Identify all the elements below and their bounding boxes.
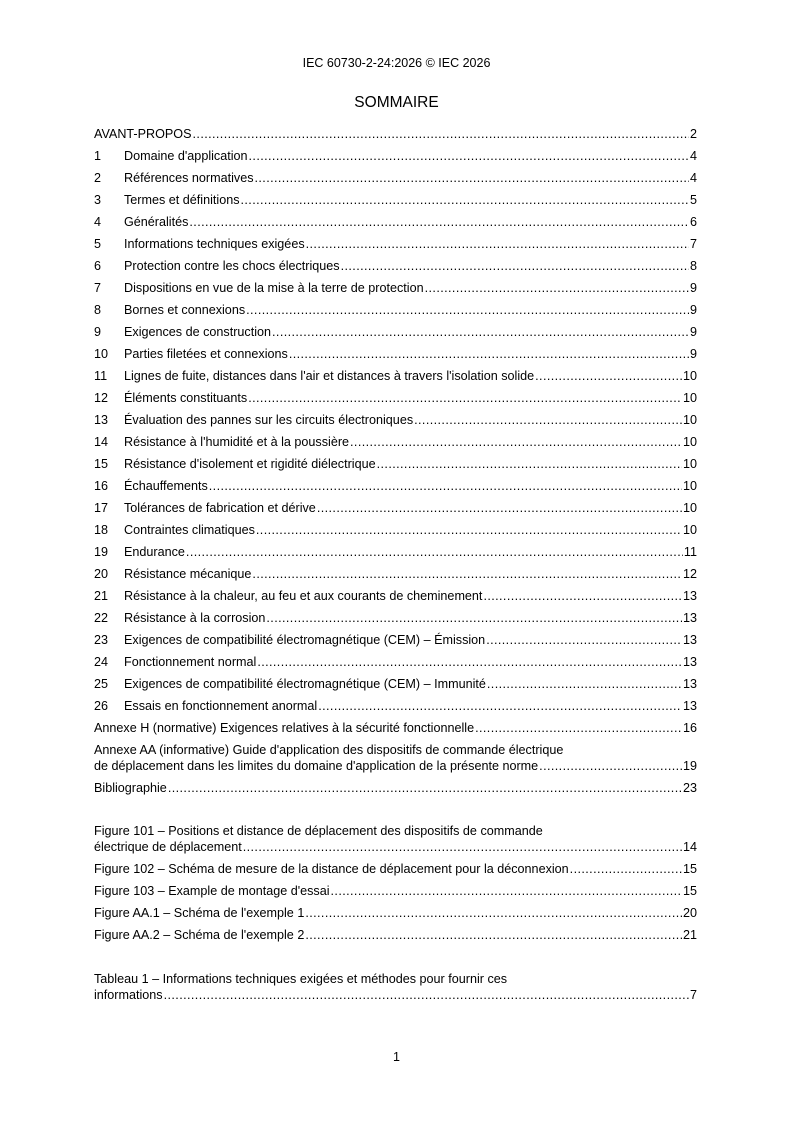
toc-entry-label: Domaine d'application	[124, 149, 248, 163]
figure-entry[interactable]	[94, 927, 697, 949]
list-of-tables	[94, 971, 697, 1009]
dot-leader	[483, 588, 682, 604]
toc-entry-number: 23	[94, 633, 109, 647]
figure-entry[interactable]	[94, 883, 697, 905]
toc-entry[interactable]	[94, 632, 697, 654]
toc-entry-page: 10	[682, 435, 697, 449]
toc-entry-page: 6	[689, 215, 697, 229]
table-entry-label-line2: informations	[94, 988, 163, 1002]
toc-entry-number: 26	[94, 699, 109, 713]
toc-entry-number: 6	[94, 259, 102, 273]
toc-entry-page: 11	[683, 545, 697, 559]
toc-entry[interactable]	[94, 412, 697, 434]
dot-leader	[266, 610, 682, 626]
toc-entry-label-line1: Annexe AA (informative) Guide d'application des dispositifs de commande électrique	[94, 743, 564, 757]
toc-entry-label: Éléments constituants	[124, 391, 248, 405]
toc-entry-number: 2	[94, 171, 102, 185]
dot-leader	[305, 927, 682, 943]
toc-entry-number: 16	[94, 479, 109, 493]
toc-entry-page: 10	[682, 391, 697, 405]
dot-leader	[252, 566, 682, 582]
figure-entry-page: 21	[682, 928, 697, 942]
page-number: 1	[393, 1050, 400, 1064]
dot-leader	[377, 456, 682, 472]
toc-entry-number: 15	[94, 457, 109, 471]
toc-entry-page: 10	[682, 457, 697, 471]
toc-entry-number: 19	[94, 545, 109, 559]
list-of-figures	[94, 823, 697, 949]
toc-entry-number: 4	[94, 215, 102, 229]
dot-leader	[487, 676, 682, 692]
toc-entry-page: 19	[682, 759, 697, 773]
dot-leader	[243, 839, 682, 855]
dot-leader	[331, 883, 682, 899]
toc-entry-label: Essais en fonctionnement anormal	[124, 699, 318, 713]
toc-entry[interactable]	[94, 610, 697, 632]
toc-entry-page: 13	[682, 589, 697, 603]
toc-entry-number: 22	[94, 611, 109, 625]
toc-entry-label: Contraintes climatiques	[124, 523, 255, 537]
toc-entry-label: Résistance mécanique	[124, 567, 252, 581]
page-title: SOMMAIRE	[354, 94, 439, 111]
dot-leader	[289, 346, 689, 362]
toc-entry-page: 9	[689, 281, 697, 295]
dot-leader	[255, 170, 689, 186]
dot-leader	[486, 632, 682, 648]
toc-entry-page: 10	[682, 479, 697, 493]
toc-entry-page: 10	[682, 501, 697, 515]
figure-entry[interactable]	[94, 861, 697, 883]
toc-entry[interactable]	[94, 346, 697, 368]
toc-entry[interactable]	[94, 148, 697, 170]
toc-entry[interactable]	[94, 456, 697, 478]
toc-entry-page: 9	[689, 325, 697, 339]
toc-entry[interactable]	[94, 478, 697, 500]
toc-entry[interactable]	[94, 324, 697, 346]
dot-leader	[248, 390, 682, 406]
dot-leader	[350, 434, 682, 450]
toc-entry-label: Bornes et connexions	[124, 303, 246, 317]
figure-entry-label: Figure AA.2 – Schéma de l'exemple 2	[94, 928, 305, 942]
toc-entry[interactable]	[94, 214, 697, 236]
toc-entry[interactable]	[94, 566, 697, 588]
dot-leader	[186, 544, 683, 560]
toc-entry-label-line2: de déplacement dans les limites du domaine d'application de la présente norme	[94, 759, 539, 773]
toc-entry-label: Lignes de fuite, distances dans l'air et distances à travers l'isolation solide	[124, 369, 535, 383]
toc-entry-number: 13	[94, 413, 109, 427]
toc-entry-number: 3	[94, 193, 102, 207]
toc-entry-label: Bibliographie	[94, 781, 167, 795]
dot-leader	[256, 522, 682, 538]
toc-entry[interactable]	[94, 544, 697, 566]
toc-entry-label: Résistance à l'humidité et à la poussière	[124, 435, 350, 449]
dot-leader	[425, 280, 689, 296]
toc-entry-label: Dispositions en vue de la mise à la terre de protection	[124, 281, 424, 295]
toc-entry-number: 24	[94, 655, 109, 669]
dot-leader	[241, 192, 689, 208]
toc-entry[interactable]	[94, 500, 697, 522]
toc-entry-page: 7	[689, 237, 697, 251]
figure-entry-page: 14	[682, 840, 697, 854]
toc-entry-annexe-h[interactable]	[94, 720, 697, 742]
dot-leader	[341, 258, 689, 274]
toc-entry-label: AVANT-PROPOS	[94, 127, 192, 141]
toc-entry-number: 11	[94, 369, 108, 383]
toc-entry-page: 9	[689, 303, 697, 317]
dot-leader	[535, 368, 682, 384]
toc-entry-label: Parties filetées et connexions	[124, 347, 288, 361]
toc-entry-page: 10	[682, 523, 697, 537]
document-header: IEC 60730-2-24:2026 © IEC 2026	[302, 56, 491, 70]
toc-entry-number: 20	[94, 567, 109, 581]
toc-entry-label: Informations techniques exigées	[124, 237, 305, 251]
toc-entry-page: 13	[682, 633, 697, 647]
dot-leader	[168, 780, 682, 796]
figure-entry[interactable]	[94, 905, 697, 927]
toc-entry-label: Résistance à la corrosion	[124, 611, 266, 625]
toc-entry-number: 14	[94, 435, 109, 449]
toc-entry-page: 2	[689, 127, 697, 141]
toc-entry-number: 5	[94, 237, 102, 251]
toc-entry-page: 12	[682, 567, 697, 581]
toc-entry-label: Protection contre les chocs électriques	[124, 259, 340, 273]
toc-entry-label: Annexe H (normative) Exigences relatives à la sécurité fonctionnelle	[94, 721, 475, 735]
toc-entry-avant-propos[interactable]	[94, 126, 697, 148]
toc-entry[interactable]	[94, 170, 697, 192]
table-entry-page: 7	[689, 988, 697, 1002]
toc-entry-page: 10	[682, 369, 697, 383]
toc-entry-page: 13	[682, 655, 697, 669]
toc-entry-number: 25	[94, 677, 109, 691]
table-of-contents	[94, 126, 697, 802]
toc-entry-number: 8	[94, 303, 102, 317]
toc-entry-label: Références normatives	[124, 171, 254, 185]
toc-entry-page: 13	[682, 611, 697, 625]
toc-entry-page: 10	[682, 413, 697, 427]
toc-entry[interactable]	[94, 258, 697, 280]
figure-entry-label: Figure 103 – Example de montage d'essai	[94, 884, 330, 898]
dot-leader	[414, 412, 682, 428]
toc-entry-number: 1	[94, 149, 102, 163]
toc-entry[interactable]	[94, 280, 697, 302]
toc-entry-number: 18	[94, 523, 109, 537]
toc-entry-label: Exigences de compatibilité électromagnétique (CEM) – Émission	[124, 633, 486, 647]
toc-entry-number: 9	[94, 325, 102, 339]
toc-entry[interactable]	[94, 368, 697, 390]
toc-entry-label: Généralités	[124, 215, 189, 229]
toc-entry-label: Endurance	[124, 545, 185, 559]
toc-entry-label: Résistance d'isolement et rigidité diélectrique	[124, 457, 376, 471]
toc-entry-page: 23	[682, 781, 697, 795]
toc-entry-page: 16	[682, 721, 697, 735]
dot-leader	[164, 987, 689, 1003]
toc-entry-label: Tolérances de fabrication et dérive	[124, 501, 316, 515]
figure-entry-page: 20	[682, 906, 697, 920]
toc-entry-page: 4	[689, 171, 697, 185]
figure-entry[interactable]	[94, 823, 697, 855]
dot-leader	[539, 758, 682, 774]
dot-leader	[306, 236, 689, 252]
toc-entry-page: 5	[689, 193, 697, 207]
dot-leader	[570, 861, 682, 877]
dot-leader	[305, 905, 682, 921]
toc-entry-label: Résistance à la chaleur, au feu et aux courants de cheminement	[124, 589, 483, 603]
toc-entry-number: 12	[94, 391, 109, 405]
toc-entry-label: Termes et définitions	[124, 193, 240, 207]
toc-entry-label: Échauffements	[124, 479, 208, 493]
dot-leader	[209, 478, 682, 494]
toc-entry[interactable]	[94, 434, 697, 456]
toc-entry-page: 13	[682, 677, 697, 691]
toc-entry[interactable]	[94, 192, 697, 214]
toc-entry-page: 8	[689, 259, 697, 273]
dot-leader	[318, 698, 682, 714]
toc-entry-bibliographie[interactable]	[94, 780, 697, 802]
toc-entry[interactable]	[94, 676, 697, 698]
toc-entry-label: Exigences de compatibilité électromagnétique (CEM) – Immunité	[124, 677, 486, 691]
figure-entry-label-line1: Figure 101 – Positions et distance de déplacement des dispositifs de commande	[94, 824, 543, 838]
figure-entry-label: Figure AA.1 – Schéma de l'exemple 1	[94, 906, 305, 920]
figure-entry-page: 15	[682, 884, 697, 898]
dot-leader	[272, 324, 689, 340]
toc-entry-number: 21	[94, 589, 109, 603]
toc-entry-number: 10	[94, 347, 109, 361]
toc-entry-page: 9	[689, 347, 697, 361]
table-entry[interactable]	[94, 971, 697, 1003]
toc-entry[interactable]	[94, 588, 697, 610]
figure-entry-label: Figure 102 – Schéma de mesure de la distance de déplacement pour la déconnexion	[94, 862, 569, 876]
dot-leader	[249, 148, 689, 164]
toc-entry[interactable]	[94, 698, 697, 720]
toc-entry-label: Exigences de construction	[124, 325, 272, 339]
dot-leader	[193, 126, 689, 142]
toc-entry[interactable]	[94, 390, 697, 412]
toc-entry[interactable]	[94, 236, 697, 258]
toc-entry-number: 17	[94, 501, 109, 515]
toc-entry-page: 4	[689, 149, 697, 163]
toc-entry-annexe-aa[interactable]	[94, 742, 697, 774]
toc-entry[interactable]	[94, 522, 697, 544]
dot-leader	[246, 302, 689, 318]
figure-entry-label-line2: électrique de déplacement	[94, 840, 242, 854]
toc-entry-number: 7	[94, 281, 102, 295]
figure-entry-page: 15	[682, 862, 697, 876]
table-entry-label-line1: Tableau 1 – Informations techniques exigées et méthodes pour fournir ces	[94, 972, 508, 986]
toc-entry-page: 13	[682, 699, 697, 713]
toc-entry[interactable]	[94, 654, 697, 676]
dot-leader	[317, 500, 682, 516]
toc-entry-label: Évaluation des pannes sur les circuits électroniques	[124, 413, 414, 427]
toc-entry[interactable]	[94, 302, 697, 324]
toc-entry-label: Fonctionnement normal	[124, 655, 257, 669]
dot-leader	[475, 720, 682, 736]
dot-leader	[189, 214, 689, 230]
dot-leader	[257, 654, 682, 670]
